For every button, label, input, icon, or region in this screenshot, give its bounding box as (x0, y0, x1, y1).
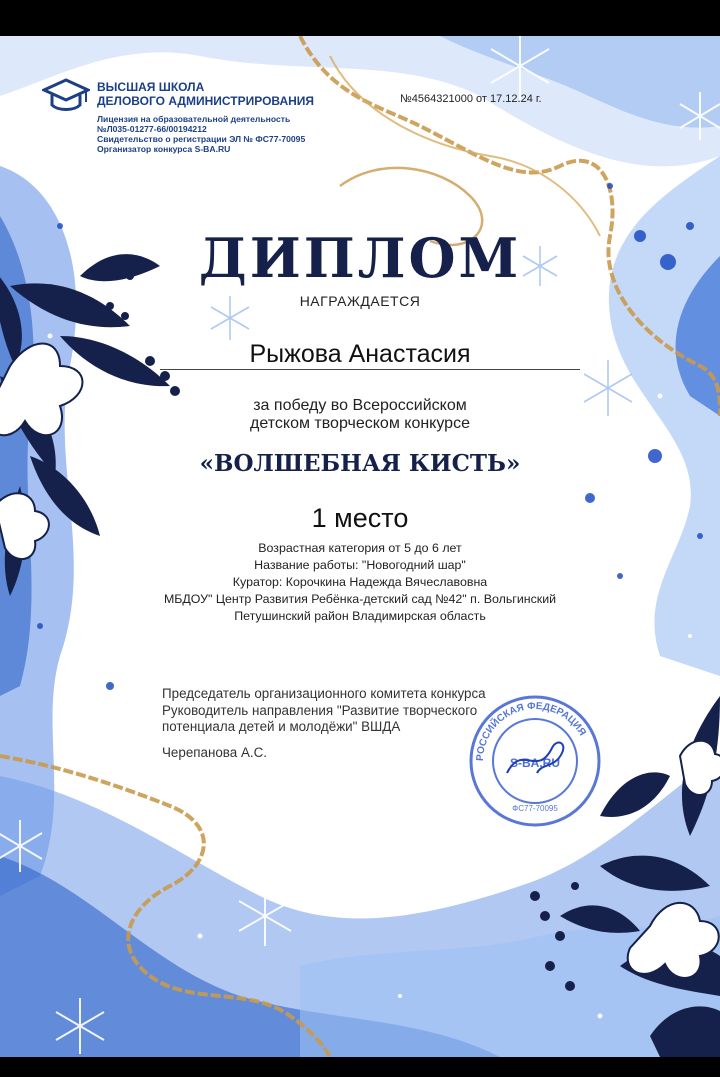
region: Петушинский район Владимирская область (234, 609, 486, 623)
signature-line1: Председатель организационного комитета конкурса (162, 686, 486, 701)
org-license-block (97, 114, 305, 154)
svg-text:РОССИЙСКАЯ ФЕДЕРАЦИЯ (475, 701, 588, 761)
signature-line2: Руководитель направления "Развитие творческого (162, 702, 478, 718)
organizer-text: Организатор конкурса S-BA.RU (97, 144, 231, 154)
institution: МБДОУ" Центр Развития Ребёнка-детский сад №42" п. Вольгинский (163, 592, 557, 606)
seal-center-text: S-BA.RU (510, 756, 560, 770)
details-block (0, 540, 720, 625)
org-name (97, 80, 314, 108)
award-reason (0, 397, 720, 433)
contest-name: «ВОЛШЕБНАЯ КИСТЬ» (199, 450, 521, 477)
seal-arc-text: РОССИЙСКАЯ ФЕДЕРАЦИЯ (474, 700, 588, 762)
license-number: №Л035-01277-66/00194212 (97, 124, 207, 134)
signature-block (162, 686, 486, 736)
document-number: №4564321000 от 17.12.24 г. (400, 93, 542, 105)
curator: Куратор: Корочкина Надежда Вячеславовна (232, 575, 488, 589)
official-seal-stamp (467, 693, 603, 829)
reason-line1: за победу во Всероссийском (253, 397, 467, 414)
age-category: Возрастная категория от 5 до 6 лет (258, 541, 462, 555)
reason-line2: детском творческом конкурсе (250, 415, 470, 432)
signature-line3: потенциала детей и молодёжи" ВШДА (162, 719, 401, 734)
signer-name: Черепанова А.С. (162, 745, 267, 760)
diploma-page (0, 36, 720, 1057)
name-underline (160, 369, 580, 370)
license-text: Лицензия на образовательной деятельность (97, 114, 291, 124)
recipient-name: Рыжова Анастасия (249, 340, 471, 368)
awarded-label: НАГРАЖДАЕТСЯ (299, 293, 421, 309)
place-award: 1 место (311, 503, 409, 533)
org-name-line2: ДЕЛОВОГО АДМИНИСТРИРОВАНИЯ (97, 94, 315, 108)
seal-reg-text: ФС77-70095 (512, 804, 558, 813)
work-title: Название работы: "Новогодний шар" (254, 558, 466, 572)
diploma-title: ДИПЛОМ (198, 226, 522, 290)
graduation-cap-logo-icon (42, 78, 90, 114)
org-name-line1: ВЫСШАЯ ШКОЛА (97, 80, 205, 94)
registration-text: Свидетельство о регистрации ЭЛ № ФС77-70095 (97, 134, 306, 144)
